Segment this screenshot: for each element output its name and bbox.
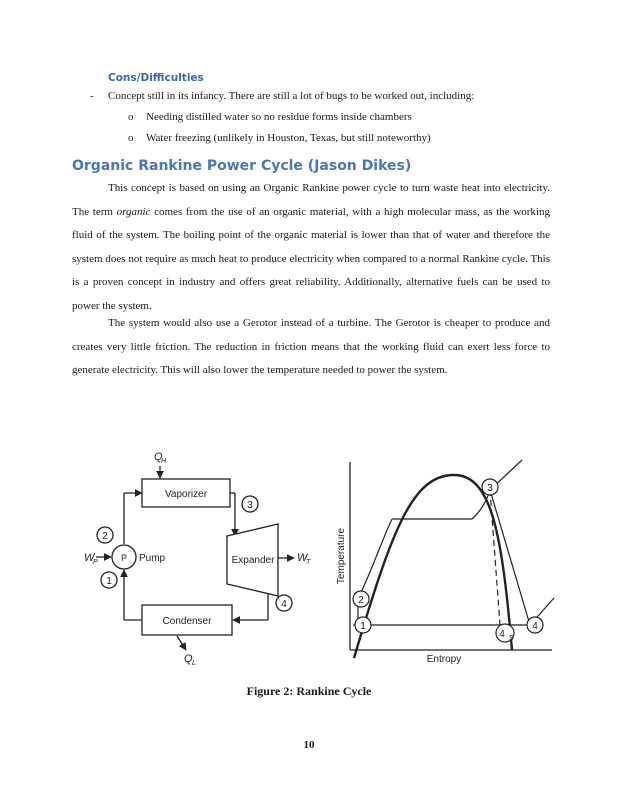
wt-subscript: T	[306, 559, 311, 566]
state-label: 4	[499, 629, 505, 640]
pump-label: Pump	[139, 553, 166, 564]
state-label: 3	[247, 500, 253, 511]
p2-text: The system would also use a Gerotor instead of a turbine. The Gerotor is cheaper to produce and creates very little friction. The reduction in friction means that the working fluid can exert less force to generate electricity. This will also lower the temperature needed to power the system.	[72, 317, 550, 376]
ts-diagram	[350, 460, 554, 658]
p1-emphasis: organic	[116, 205, 151, 218]
sub-bullet: Water freezing (unlikely in Houston, Texas, but still noteworthy)	[146, 132, 431, 144]
wp-label: W	[84, 552, 95, 564]
y-axis-label: Temperature	[336, 527, 347, 585]
state-label: 2	[358, 595, 364, 606]
p1-text: This concept is based on using an Organic Rankine power cycle to turn waste heat into electricity. The term	[72, 182, 550, 218]
wt-label: W	[297, 552, 308, 564]
heat-out-arrow	[177, 636, 186, 650]
isentropic-line	[490, 490, 500, 625]
ql-label: Q	[184, 653, 193, 665]
state-label: 4	[532, 621, 538, 632]
x-axis-label: Entropy	[426, 654, 462, 665]
cons-heading: Cons/Difficulties	[108, 72, 204, 84]
state-label: 1	[360, 621, 366, 632]
saturation-dome	[354, 475, 512, 658]
paragraph-2	[72, 312, 550, 383]
state-label: 4	[281, 599, 287, 610]
page-number: 10	[303, 739, 315, 751]
sub-bullet: Needing distilled water so no residue forms inside chambers	[146, 111, 412, 123]
qh-subscript: H	[161, 458, 167, 465]
qh-label: Q	[154, 451, 163, 463]
state-label: 2	[102, 531, 108, 542]
sub-bullet-marker: o	[128, 111, 134, 123]
vaporizer-label: Vaporizer	[164, 489, 208, 500]
p1-text: comes from the use of an organic material, with a high molecular mass, as the working fluid of the system. The boiling point of the organic material is lower than that of water and therefore the system does not require as much heat to produce electricity when compared to a normal Rankine cycle. This is a proven concept in industry and offers great reliability. Additionally, alternative fuels can be used to power the system.	[72, 205, 550, 312]
rankine-figure	[72, 440, 562, 670]
ql-subscript: L	[192, 660, 196, 667]
section-title: Organic Rankine Power Cycle (Jason Dikes)	[72, 158, 412, 174]
sub-bullet-marker: o	[128, 132, 134, 144]
pump-symbol: P	[120, 553, 128, 563]
main-bullet: Concept still in its infancy. There are still a lot of bugs to be worked out, including:	[108, 90, 475, 102]
condenser-label: Condenser	[162, 616, 212, 627]
paragraph-1	[72, 177, 550, 318]
dash-marker: -	[90, 90, 94, 102]
expansion-line	[490, 490, 530, 625]
figure-caption: Figure 2: Rankine Cycle	[246, 684, 372, 698]
expander-label: Expander	[231, 555, 275, 566]
state-label: 3	[487, 483, 493, 494]
state-label: 1	[106, 576, 112, 587]
wp-subscript: P	[93, 559, 98, 566]
state-subscript: S	[509, 635, 514, 642]
